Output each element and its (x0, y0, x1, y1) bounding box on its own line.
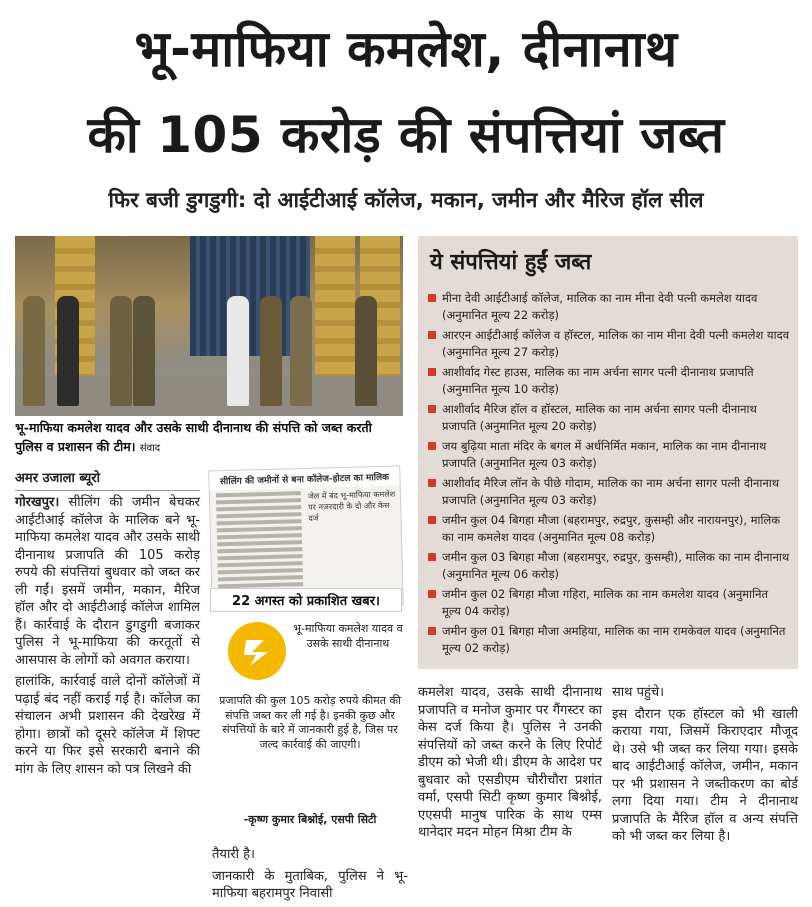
article-paragraph: हालांकि, कार्रवाई वाले दोनों कॉलेजों में पढ़ाई बंद नहीं कराई गई है। कॉलेज का संचालन अभी प्रशासन की देखरेख में होगा। छात्रों को दूसरे कॉलेज में शिफ्ट करने या फिर इसे सरकारी बनाने की मांग के लिए शासन को पत्र लिखने की (15, 674, 200, 777)
list-item: जमीन कुल 01 बिगहा मौजा अमहिया, मालिक का नाम रामकेवल यादव (अनुमानित मूल्य 02 करोड़) (428, 623, 790, 656)
list-item: जमीन कुल 03 बिगहा मौजा (बहरामपुर, रुद्रपुर, कुसम्ही), मालिक का नाम दीनानाथ (अनुमानित मूल्य 06 करोड़) (428, 549, 790, 582)
list-item: मीना देवी आईटीआई कॉलेज, मालिक का नाम मीना देवी पत्नी कमलेश यादव (अनुमानित मूल्य 22 करोड़) (428, 290, 790, 323)
bullet-square-icon (428, 442, 436, 450)
list-item: आरएन आईटीआई कॉलेज व हॉस्टल, मालिक का नाम मीना देवी पत्नी कमलेश यादव (अनुमानित मूल्य 27 करोड़) (428, 327, 790, 360)
bullet-square-icon (428, 627, 436, 635)
list-item: आशीर्वाद मैरिज लॉन के पीछे गोदाम, मालिक का नाम अर्चना सागर पत्नी दीनानाथ प्रजापति (अनुमानित मूल्य 03 करोड़) (428, 475, 790, 508)
headline (0, 6, 812, 178)
bullet-square-icon (428, 405, 436, 413)
byline: अमर उजाला ब्यूरो (15, 468, 200, 491)
clipping-title: सीलिंग की जमीनों से बना कॉलेज-होटल का मालिक (209, 467, 399, 491)
person-figure (57, 296, 79, 406)
quote-body: प्रजापति की कुल 105 करोड़ रुपये कीमत की संपत्ति जब्त कर ली गई है। इनकी कुछ और संपत्तियों के बारे में जानकारी हुई है, जिस पर जल्द कार्रवाई की जाएगी। (219, 694, 401, 751)
list-item: जमीन कुल 04 बिगहा मौजा (बहरामपुर, रुद्रपुर, कुसम्ही और नारायनपुर), मालिक का नाम कमलेश यादव (अनुमानित मूल्य 08 करोड़) (428, 512, 790, 545)
article-paragraph: साथ पहुंचे। (612, 685, 665, 700)
person-figure (260, 296, 282, 406)
person-figure (133, 296, 155, 406)
article-column-2 (212, 846, 408, 907)
list-item: आशीर्वाद मैरिज हॉल व हॉस्टल, मालिक का नाम अर्चना सागर पत्नी दीनानाथ प्रजापति (अनुमानित मूल्य 20 करोड़) (428, 401, 790, 434)
person-figure (23, 296, 45, 406)
bullet-square-icon (428, 553, 436, 561)
article-column-1 (15, 494, 200, 782)
list-item: आशीर्वाद गेस्ट हाउस, मालिक का नाम अर्चना सागर पत्नी दीनानाथ प्रजापति (अनुमानित मूल्य 10 करोड़) (428, 364, 790, 397)
quote-lead: भू-माफिया कमलेश यादव व उसके साथी दीनानाथ (293, 622, 403, 650)
seized-properties-box (418, 236, 798, 669)
bullet-square-icon (428, 331, 436, 339)
quote-logo-icon (228, 622, 286, 680)
gate-pillar (315, 236, 355, 386)
quote-attribution: -कृष्ण कुमार बिश्नोई, एसपी सिटी (243, 813, 377, 826)
bullet-square-icon (428, 479, 436, 487)
person-figure (227, 296, 249, 406)
person-figure (110, 296, 132, 406)
photo-caption (15, 418, 403, 458)
article-paragraph: तैयारी है। (212, 847, 255, 862)
article-paragraph: इस दौरान एक हॉस्टल को भी खाली कराया गया, जिसमें किराएदार मौजूद थे। उसे भी जब्त कर लिया गया। इसके बाद आईटीआई कॉलेज, जमीन, मकान पर भी प्रशासन ने जब्तीकरण का बोर्ड लगा दिया गया। टीम ने दीनानाथ प्रजापति के मैरिज हॉल व अन्य संपत्ति को भी जब्त कर लिया है। (612, 706, 798, 844)
headline-line-2: की 105 करोड़ की संपत्तियां जब्त (87, 106, 725, 164)
photo-caption-text: भू-माफिया कमलेश यादव और उसके साथी दीनानाथ की संपत्ति को जब्त करती पुलिस व प्रशासन की टीम। (15, 420, 372, 454)
subheadline: फिर बजी डुगडुगी: दो आईटीआई कॉलेज, मकान, जमीन और मैरिज हॉल सील (108, 188, 704, 212)
bullet-square-icon (428, 516, 436, 524)
article-paragraph: गोरखपुर। सीलिंग की जमीन बेचकर आईटीआई कॉलेज के मालिक बने भू-माफिया कमलेश यादव और उसके साथी दीनानाथ प्रजापति की 105 करोड़ रुपये की संपत्तियां बुधवार को जब्त कर ली गईं। इसमें जमीन, मकान, मैरिज हॉल और दो आईटीआई कॉलेज शामिल हैं। कार्रवाई के दौरान डुगडुगी बजाकर पुलिस ने भू-माफिया की करतूतों से आसपास के लोगों को अवगत कराया। (15, 495, 200, 668)
list-item: जमीन कुल 02 बिगहा मौजा गहिरा, मालिक का नाम कमलेश यादव (अनुमानित मूल्य 04 करोड़) (428, 586, 790, 619)
bullet-square-icon (428, 294, 436, 302)
news-photo (15, 236, 403, 416)
seized-list (428, 290, 790, 660)
article-column-3 (418, 684, 602, 846)
person-figure (290, 296, 312, 406)
article-paragraph: कमलेश यादव, उसके साथी दीनानाथ प्रजापति व मनोज कुमार पर गैंगस्टर का केस दर्ज किया है। पुलिस ने उनकी संपत्तियों को जब्त करने के लिए रिपोर्ट डीएम को भेजी थी। डीएम के आदेश पर बुधवार को एसडीएम चौरीचौरा प्रशांत वर्मा, एसपी सिटी कृष्ण कुमार बिश्नोई, एएसपी मानुष पारिक के साथ एम्स थानेदार मदन मोहन मिश्रा टीम के (418, 685, 602, 840)
clipping-text: जेल में बंद भू-माफिया कमलेश पर नजरदारी के दो और केस दर्ज (307, 489, 396, 523)
dateline: गोरखपुर। (15, 495, 60, 510)
list-item: जय बुढ़िया माता मंदिर के बगल में अर्धनिर्मित मकान, मालिक का नाम दीनानाथ प्रजापति (अनुमानित मूल्य 03 करोड़) (428, 438, 790, 471)
seized-box-title: ये संपत्तियां हुईं जब्त (430, 250, 592, 275)
headline-line-1: भू-माफिया कमलेश, दीनानाथ (134, 20, 678, 78)
bullet-square-icon (428, 368, 436, 376)
clipping-text-lines (216, 491, 304, 591)
clipping-caption: 22 अगस्त को प्रकाशित खबर। (210, 588, 402, 612)
person-figure (355, 296, 377, 406)
article-paragraph: जानकारी के मुताबिक, पुलिस ने भू-माफिया बहरामपुर निवासी (212, 868, 408, 901)
bullet-square-icon (428, 590, 436, 598)
article-column-4 (612, 684, 798, 850)
photo-source: संवाद (139, 443, 161, 454)
